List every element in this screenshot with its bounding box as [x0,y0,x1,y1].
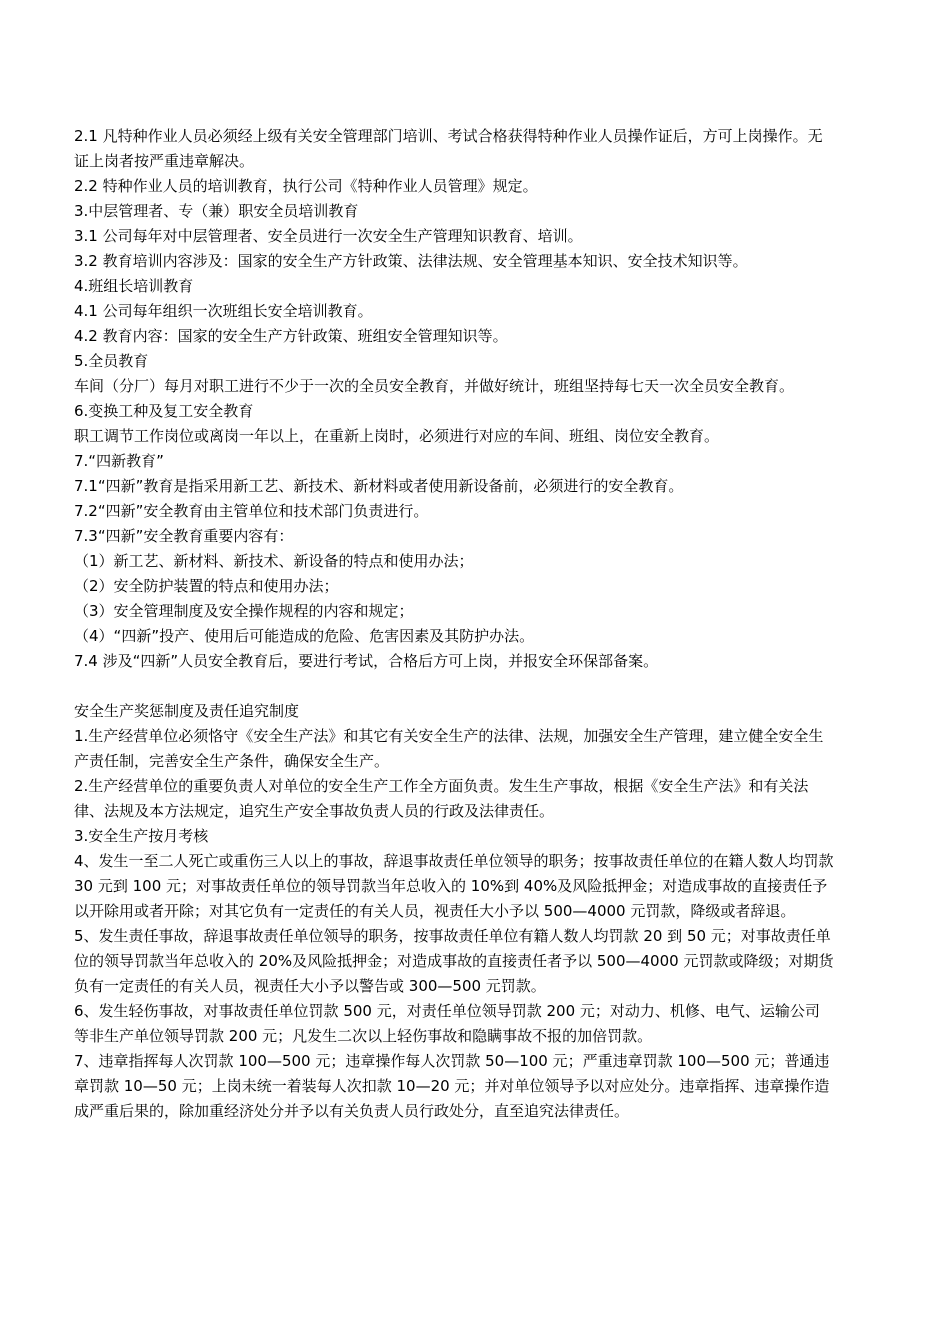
clause-2: 2.生产经营单位的重要负责人对单位的安全生产工作全方面负责。发生生产事故，根据《安全生产法》和有关法律、法规及本方法规定，追究生产安全事故负责人员的行政及法律责任。 [74,777,809,820]
para-7-3: 7.3“四新”安全教育重要内容有： [74,527,294,545]
para-2-2: 2.2 特种作业人员的培训教育，执行公司《特种作业人员管理》规定。 [74,177,538,195]
clause-6: 6、发生轻伤事故，对事故责任单位罚款 500 元，对责任单位领导罚款 200 元；对动力、机修、电气、运输公司等非生产单位领导罚款 200 元；凡发生二次以上轻伤事故和隐瞒事故不报的加倍罚款。 [74,1002,820,1045]
para-2-1: 2.1 凡特种作业人员必须经上级有关安全管理部门培训、考试合格获得特种作业人员操作证后，方可上岗操作。无证上岗者按严重违章解决。 [74,127,823,170]
training-section [74,124,834,674]
document-body [74,124,834,1124]
clause-1: 1.生产经营单位必须恪守《安全生产法》和其它有关安全生产的法律、法规，加强安全生产管理，建立健全安全生产责任制，完善安全生产条件，确保安全生产。 [74,727,824,770]
para-4-2: 4.2 教育内容：国家的安全生产方针政策、班组安全管理知识等。 [74,327,508,345]
heading-7: 7.“四新教育” [74,452,164,470]
clause-7: 7、违章指挥每人次罚款 100—500 元；违章操作每人次罚款 50—100 元；严重违章罚款 100—500 元；普通违章罚款 10—50 元；上岗未统一着装每人次扣款 10—20 元；并对单位领导予以对应处分。违章指挥、违章操作造成严重后果的，除加重经济处分并予以有关负责人员行政处分，直至追究法律责任。 [74,1052,830,1120]
list-item-3: （3）安全管理制度及安全操作规程的内容和规定； [74,602,414,620]
list-item-2: （2）安全防护装置的特点和使用办法； [74,577,339,595]
para-7-4: 7.4 涉及“四新”人员安全教育后，要进行考试，合格后方可上岗，并报安全环保部备案。 [74,652,659,670]
para-5: 车间（分厂）每月对职工进行不少于一次的全员安全教育，并做好统计，班组坚持每七天一次全员安全教育。 [74,377,795,395]
para-7-2: 7.2“四新”安全教育由主管单位和技术部门负责进行。 [74,502,429,520]
para-4-1: 4.1 公司每年组织一次班组长安全培训教育。 [74,302,373,320]
para-3-2: 3.2 教育培训内容涉及：国家的安全生产方针政策、法律法规、安全管理基本知识、安全技术知识等。 [74,252,748,270]
list-item-4: （4）“四新”投产、使用后可能造成的危险、危害因素及其防护办法。 [74,627,535,645]
clause-3: 3.安全生产按月考核 [74,827,209,845]
para-7-1: 7.1“四新”教育是指采用新工艺、新技术、新材料或者使用新设备前，必须进行的安全教育。 [74,477,684,495]
heading-6: 6.变换工种及复工安全教育 [74,402,254,420]
section-title: 安全生产奖惩制度及责任追究制度 [74,702,300,720]
heading-4: 4.班组长培训教育 [74,277,194,295]
section-spacer [74,674,834,699]
clause-4: 4、发生一至二人死亡或重伤三人以上的事故，辞退事故责任单位领导的职务；按事故责任单位的在籍人数人均罚款 30 元到 100 元；对事故责任单位的领导罚款当年总收入的 10%到 40%及风险抵押金；对造成事故的直接责任予以开除用或者开除；对其它负有一定责任的有关人员，视责任大小予以 500—4000 元罚款，降级或者辞退。 [74,852,834,920]
heading-5: 5.全员教育 [74,352,149,370]
list-item-1: （1）新工艺、新材料、新技术、新设备的特点和使用办法； [74,552,474,570]
heading-3: 3.中层管理者、专（兼）职安全员培训教育 [74,202,359,220]
para-3-1: 3.1 公司每年对中层管理者、安全员进行一次安全生产管理知识教育、培训。 [74,227,583,245]
para-6: 职工调节工作岗位或离岗一年以上，在重新上岗时，必须进行对应的车间、班组、岗位安全教育。 [74,427,720,445]
clause-5: 5、发生责任事故，辞退事故责任单位领导的职务，按事故责任单位有籍人数人均罚款 20 到 50 元；对事故责任单位的领导罚款当年总收入的 20%及风险抵押金；对造成事故的直接责任者予以 500—4000 元罚款或降级；对期货负有一定责任的有关人员，视责任大小予以警告或 300—500 元罚款。 [74,927,834,995]
reward-penalty-section [74,699,834,1124]
